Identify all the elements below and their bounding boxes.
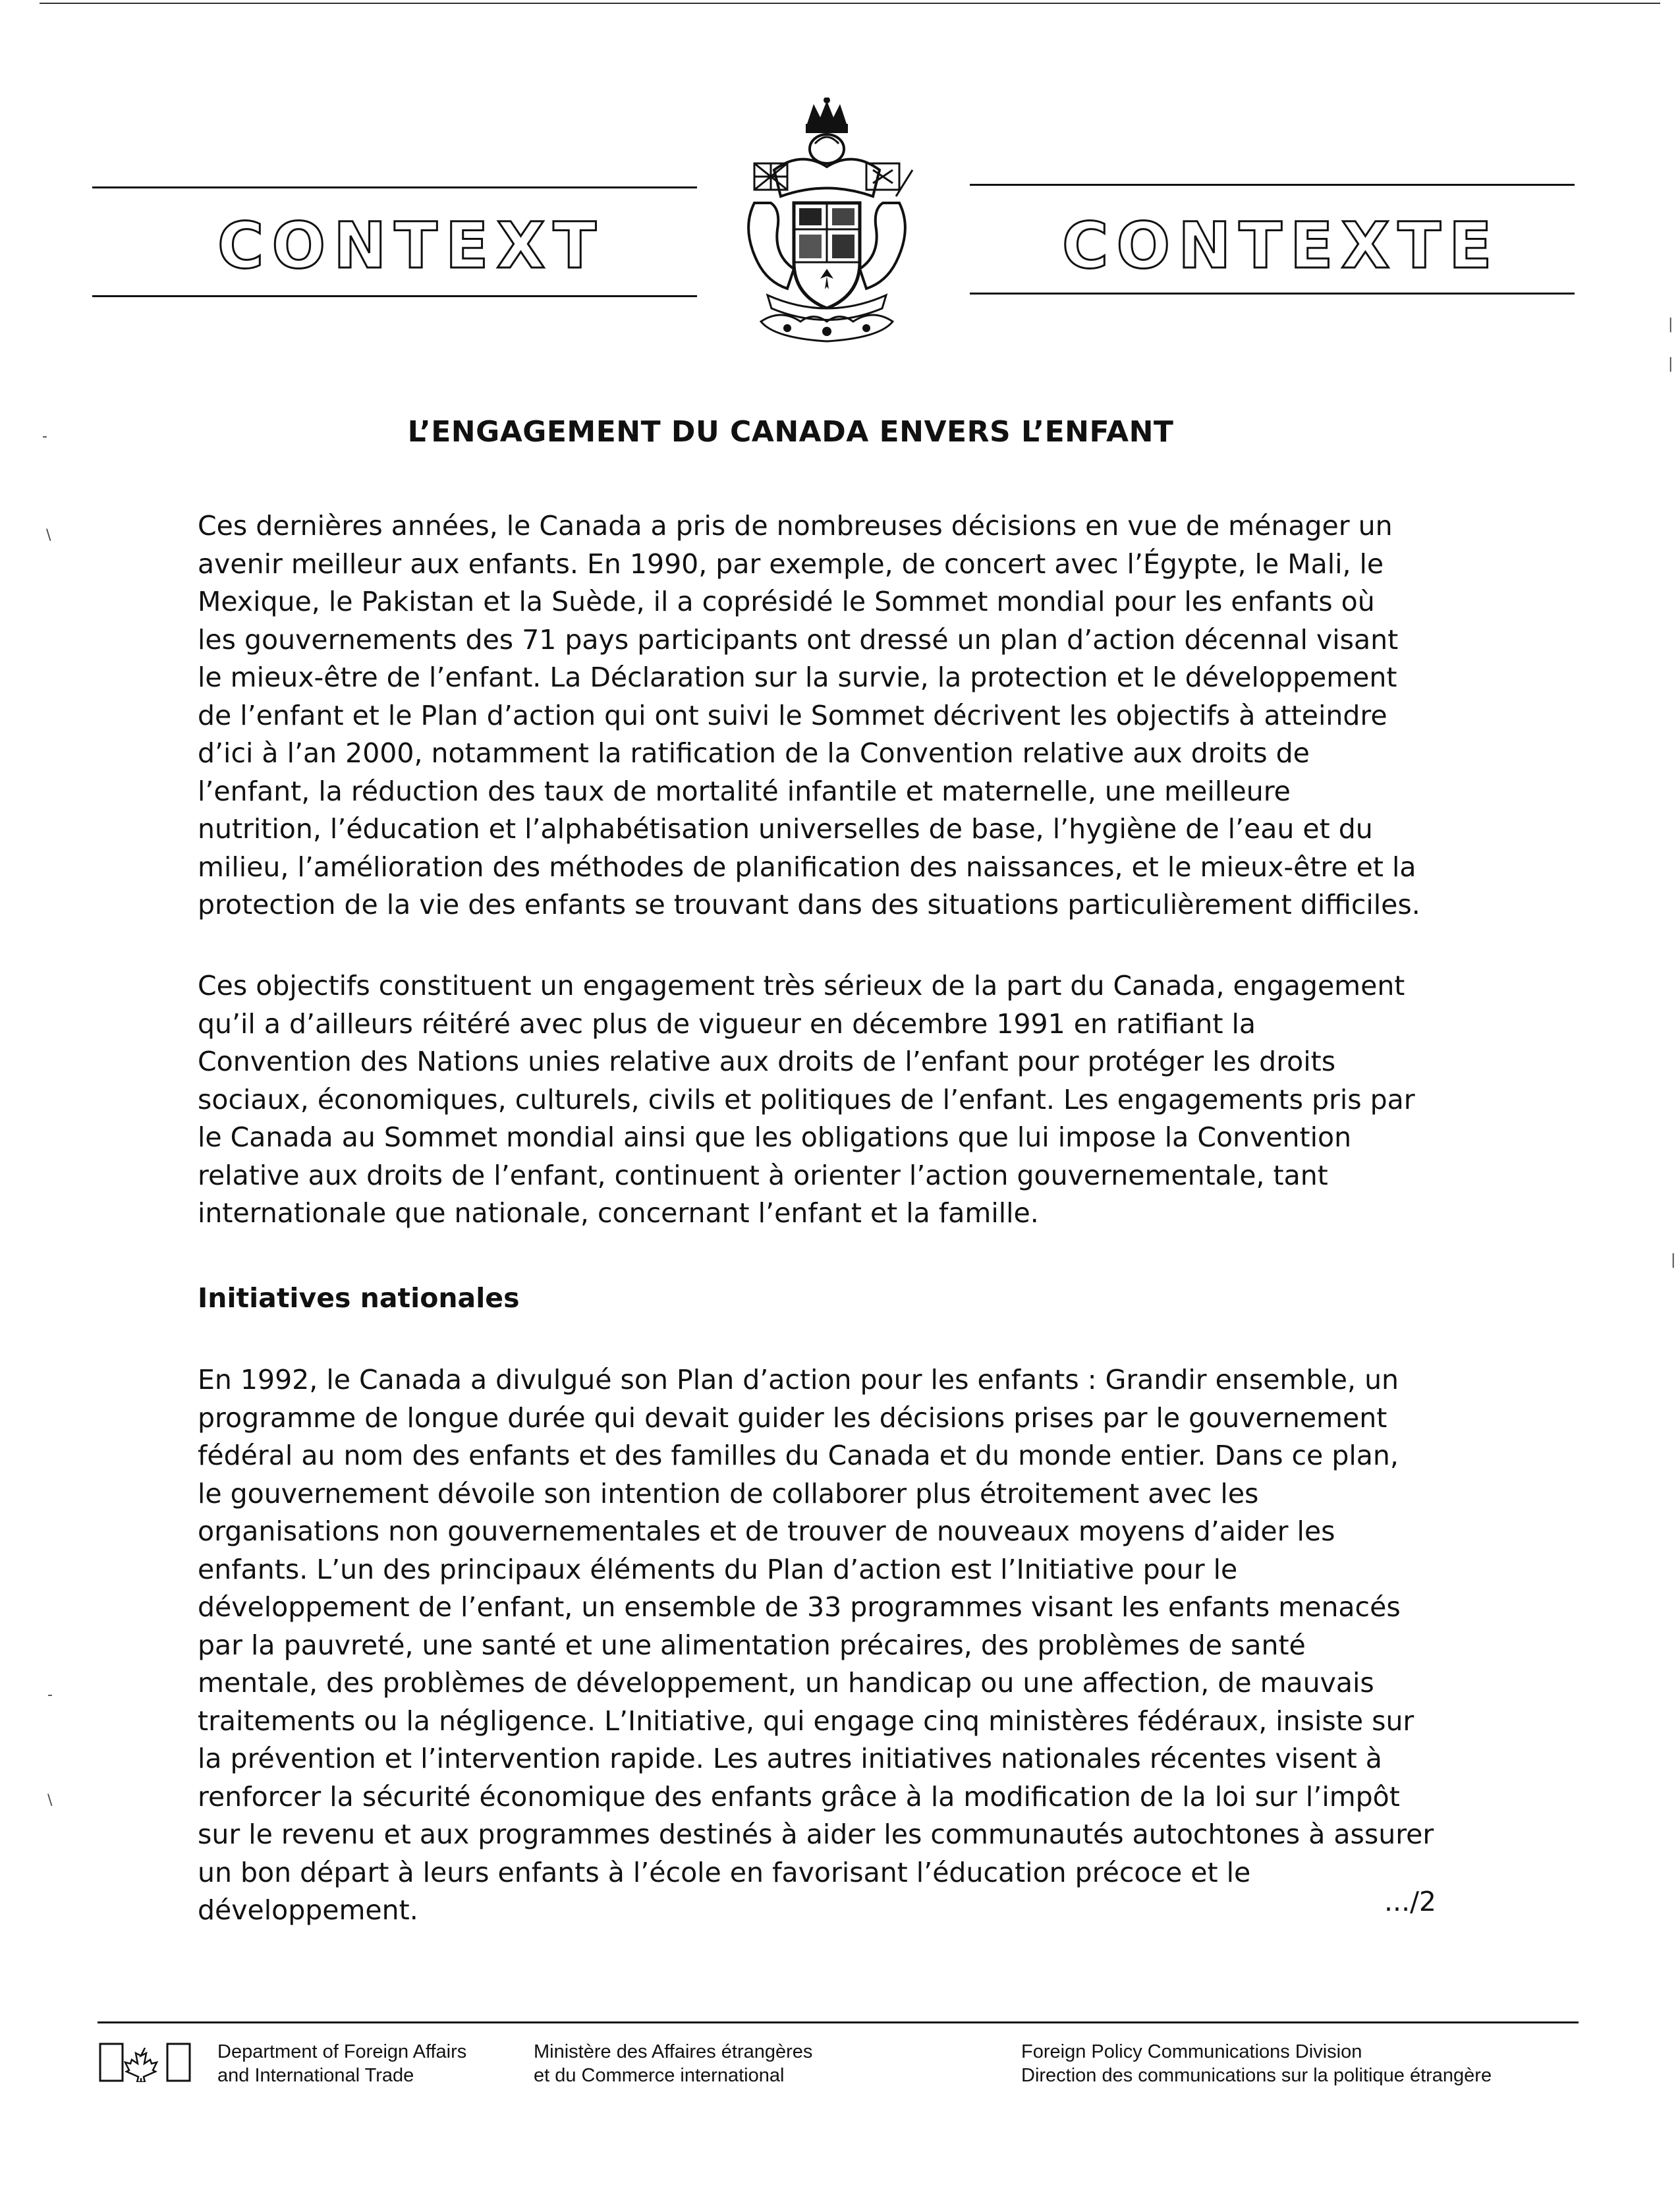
- footer-dept-fr: Ministère des Affaires étrangères et du Commerce international: [534, 2041, 813, 2086]
- scan-speck: \: [47, 1792, 53, 1809]
- header-rule-left-bottom: [92, 295, 697, 297]
- scan-speck: |: [1671, 1252, 1676, 1268]
- header-rule-right-top: [970, 184, 1575, 186]
- header-rule-right-bottom: [970, 293, 1575, 295]
- paragraph-3: En 1992, le Canada a divulgué son Plan d’action pour les enfants : Grandir ensemble, un programme de longue durée qui devait guider les décisions prises par le gouvernement fédéral au nom des enfants et des familles du Canada et du monde entier. Dans ce plan, le gouvernement dévoile son intention de collaborer plus étroitement avec les organisations non gouvernementales et de trouver de nouveaux moyens d’aider les enfants. L’un des principaux éléments du Plan d’action est l’Initiative pour le développement de l’enfant, un ensemble de 33 programmes visant les enfants menacés par la pauvreté, une santé et une alimentation précaires, des problèmes de santé mentale, des problèmes de développement, un handicap ou une affection, de mauvais traitements ou la négligence. L’Initiative, qui engage cinq ministères fédéraux, insiste sur la prévention et l’intervention rapide. Les autres initiatives nationales récentes visent à renforcer la sécurité économique des enfants grâce à la modification de la loi sur l’impôt sur le revenu et aux programmes destinés à aider les communautés autochtones à assurer un bon départ à leurs enfants à l’école en favorisant l’éducation précoce et le développement.: [198, 1364, 1434, 1926]
- scan-speck: -: [42, 428, 47, 445]
- footer-rule: [98, 2021, 1579, 2023]
- footer-division: Foreign Policy Communications Division Direction des communications sur la politique étrangère: [1021, 2041, 1492, 2086]
- paragraph-1: Ces dernières années, le Canada a pris de nombreuses décisions en vue de ménager un avenir meilleur aux enfants. En 1990, par exemple, de concert avec l’Égypte, le Mali, le Mexique, le Pakistan et la Suède, il a coprésidé le Sommet mondial pour les enfants où les gouvernements des 71 pays participants ont dressé un plan d’action décennal visant le mieux-être de l’enfant. La Déclaration sur la survie, la protection et le développement de l’enfant et le Plan d’action qui ont suivi le Sommet décrivent les objectifs à atteindre d’ici à l’an 2000, notamment la ratification de la Convention relative aux droits de l’enfant, la réduction des taux de mortalité infantile et maternelle, une meilleure nutrition, l’éducation et l’alphabétisation universelles de base, l’hygiène de l’eau et du milieu, l’amélioration des méthodes de planification des naissances, et le mieux-être et la protection de la vie des enfants se trouvant dans des situations particulièrement difficiles.: [198, 510, 1420, 920]
- footer-dept-en: Department of Foreign Affairs and International Trade: [217, 2041, 467, 2086]
- scan-speck: \: [46, 527, 51, 544]
- document-title: L’ENGAGEMENT DU CANADA ENVERS L’ENFANT: [407, 415, 1174, 449]
- paragraph-2: Ces objectifs constituent un engagement très sérieux de la part du Canada, engagement qu’il a d’ailleurs réitéré avec plus de vigueur en décembre 1991 en ratifiant la Convention des Nations unies relative aux droits de l’enfant pour protéger les droits sociaux, économiques, culturels, civils et politiques de l’enfant. Les engagements pris par le Canada au Sommet mondial ainsi que les obligations que lui impose la Convention relative aux droits de l’enfant, continuent à orienter l’action gouvernementale, tant internationale que nationale, concernant l’enfant et la famille.: [198, 970, 1415, 1229]
- scan-speck: -: [47, 1687, 53, 1703]
- header-rule-left-top: [92, 186, 697, 188]
- canada-flag-icon: [99, 2043, 191, 2082]
- scan-speck: |: [1668, 316, 1673, 333]
- section-heading-initiatives: Initiatives nationales: [198, 1282, 520, 1314]
- coat-of-arms-icon: [735, 98, 919, 348]
- header-context-en: CONTEXT: [217, 209, 604, 283]
- page-continuation-mark: .../2: [1384, 1886, 1436, 1917]
- scan-edge-line: [40, 3, 1660, 4]
- scan-speck: |: [1668, 356, 1673, 372]
- header-context-fr: CONTEXTE: [1062, 209, 1500, 283]
